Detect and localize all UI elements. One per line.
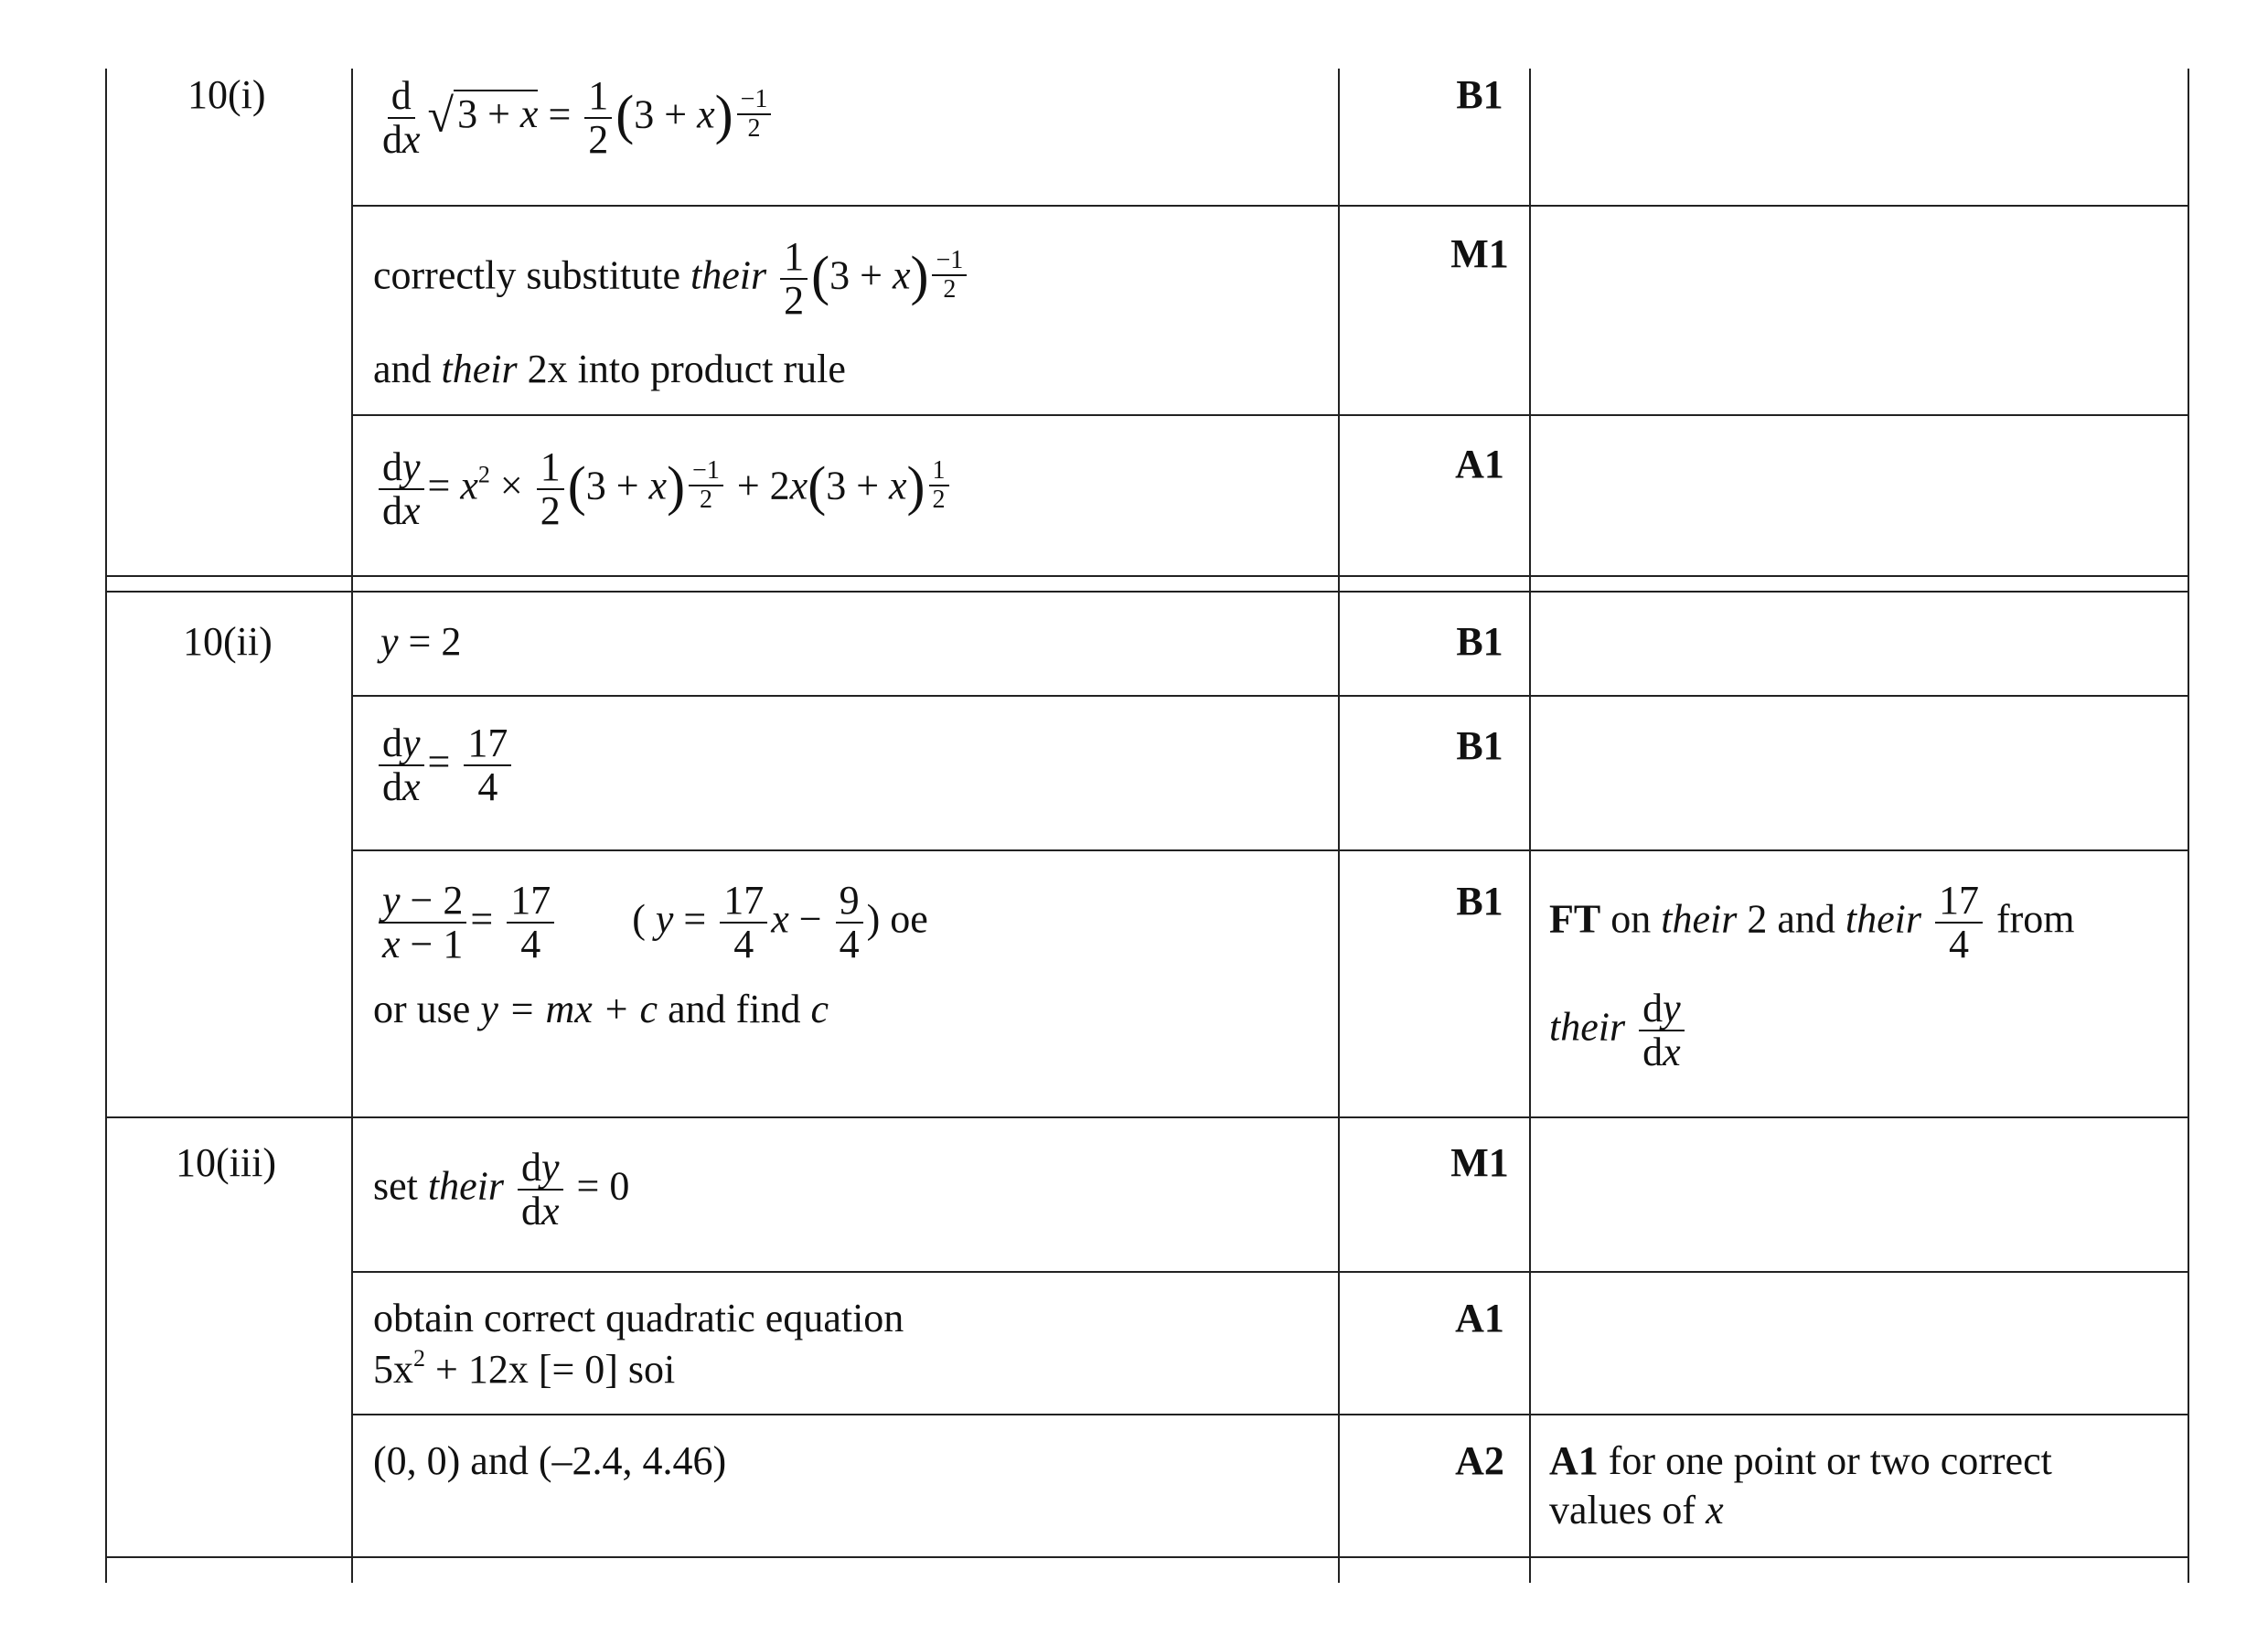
- row-divider: [351, 1414, 2189, 1415]
- answer-text: set: [373, 1163, 418, 1209]
- answer-their: their: [690, 252, 767, 298]
- answer-text: correctly substitute: [373, 252, 681, 298]
- answer-product-rule: $\frac{dy}{dx}$ = $x^2$ × $\frac{1}{2}$ (3 + x) $\frac{-1}{2}$ + 2x(3 + x) $\frac{1}{2}$: [375, 446, 953, 532]
- section-divider: [105, 575, 2189, 577]
- answer-text: + 12x [= 0] soi: [435, 1347, 676, 1392]
- answer-quadratic-text: obtain correct quadratic equation: [373, 1296, 904, 1340]
- table-border-left: [105, 69, 107, 1583]
- table-divider-answer: [351, 69, 353, 1583]
- mark-code: B1: [1456, 879, 1503, 924]
- answer-tangent-alt: [373, 986, 829, 1034]
- question-number: 10(ii): [183, 619, 273, 664]
- table-divider-marks: [1338, 69, 1340, 1583]
- row-divider: [351, 205, 2189, 207]
- guidance-their: their: [1845, 896, 1921, 942]
- answer-variable: c: [810, 987, 829, 1031]
- row-divider: [351, 414, 2189, 416]
- guidance-text: for one point or two correct: [1608, 1438, 2052, 1483]
- guidance-ft-line2: their $\frac{dy}{dx}$: [1549, 988, 1688, 1073]
- answer-y-value: y = 2: [380, 619, 462, 664]
- row-divider: [351, 849, 2189, 851]
- mark-code: B1: [1456, 723, 1503, 768]
- answer-term: 5x: [373, 1347, 413, 1392]
- section-divider: [105, 1556, 2189, 1558]
- answer-derivative-sqrt: $\frac{d}{dx}$ √3 + x = $\frac{1}{2}$ (3 + x) $\frac{-1}{2}$: [375, 75, 775, 161]
- guidance-text: on: [1610, 896, 1652, 942]
- mark-code: A1: [1455, 442, 1504, 486]
- answer-their: their: [427, 1163, 504, 1209]
- guidance-ft: FT on their 2 and their $\frac{17}{4}$ from: [1549, 878, 2075, 967]
- row-divider: [351, 1271, 2189, 1273]
- answer-tangent-equation: $\frac{y - 2}{x - 1}$ = $\frac{17}{4}$ ( y = $\frac{17}{4}$ x − $\frac{9}{4}$ ) oe: [375, 880, 928, 966]
- answer-text: and find: [668, 987, 801, 1031]
- mark-code: M1: [1450, 1140, 1509, 1185]
- answer-quadratic-equation: $5x^2 + 12x$ [= 0] soi: [373, 1345, 676, 1392]
- answer-substitute-line2: [373, 346, 846, 394]
- mark-code: B1: [1456, 72, 1503, 117]
- guidance-a1-line2: [1549, 1487, 1724, 1535]
- mark-code: M1: [1450, 231, 1509, 276]
- answer-their: their: [441, 347, 518, 391]
- guidance-variable: x: [1706, 1488, 1724, 1533]
- question-number: 10(iii): [176, 1140, 276, 1185]
- row-divider: [351, 695, 2189, 697]
- guidance-text: from: [1995, 896, 2075, 942]
- mark-code: A2: [1455, 1438, 1504, 1483]
- question-number: 10(i): [187, 72, 266, 117]
- answer-oe: oe: [890, 896, 928, 942]
- table-divider-guidance: [1529, 69, 1531, 1583]
- guidance-code: A1: [1549, 1438, 1599, 1483]
- answer-text: and: [373, 347, 432, 391]
- section-divider: [105, 1116, 2189, 1118]
- answer-set-zero: set their $\frac{dy}{dx}$ = 0: [373, 1145, 630, 1234]
- mark-code: B1: [1456, 619, 1503, 664]
- answer-substitute: correctly substitute their $\frac{1}{2}$ (3 + x) $\frac{-1}{2}$: [373, 236, 970, 322]
- guidance-code: FT: [1549, 896, 1601, 942]
- answer-text: = 0: [576, 1163, 630, 1209]
- guidance-a1: [1549, 1437, 2052, 1486]
- answer-formula: y = mx + c: [480, 987, 658, 1031]
- section-divider: [105, 591, 2189, 593]
- guidance-their: their: [1549, 1004, 1626, 1050]
- table-border-right: [2188, 69, 2189, 1583]
- guidance-text: values of: [1549, 1488, 1696, 1533]
- answer-gradient: $\frac{dy}{dx}$ = $\frac{17}{4}$: [375, 722, 515, 808]
- guidance-text: 2 and: [1747, 896, 1835, 942]
- guidance-their: their: [1661, 896, 1738, 942]
- answer-text: 2x into product rule: [527, 347, 846, 391]
- mark-code: A1: [1455, 1296, 1504, 1340]
- answer-text: or use: [373, 987, 471, 1031]
- answer-points: (0, 0) and (–2.4, 4.46): [373, 1438, 727, 1483]
